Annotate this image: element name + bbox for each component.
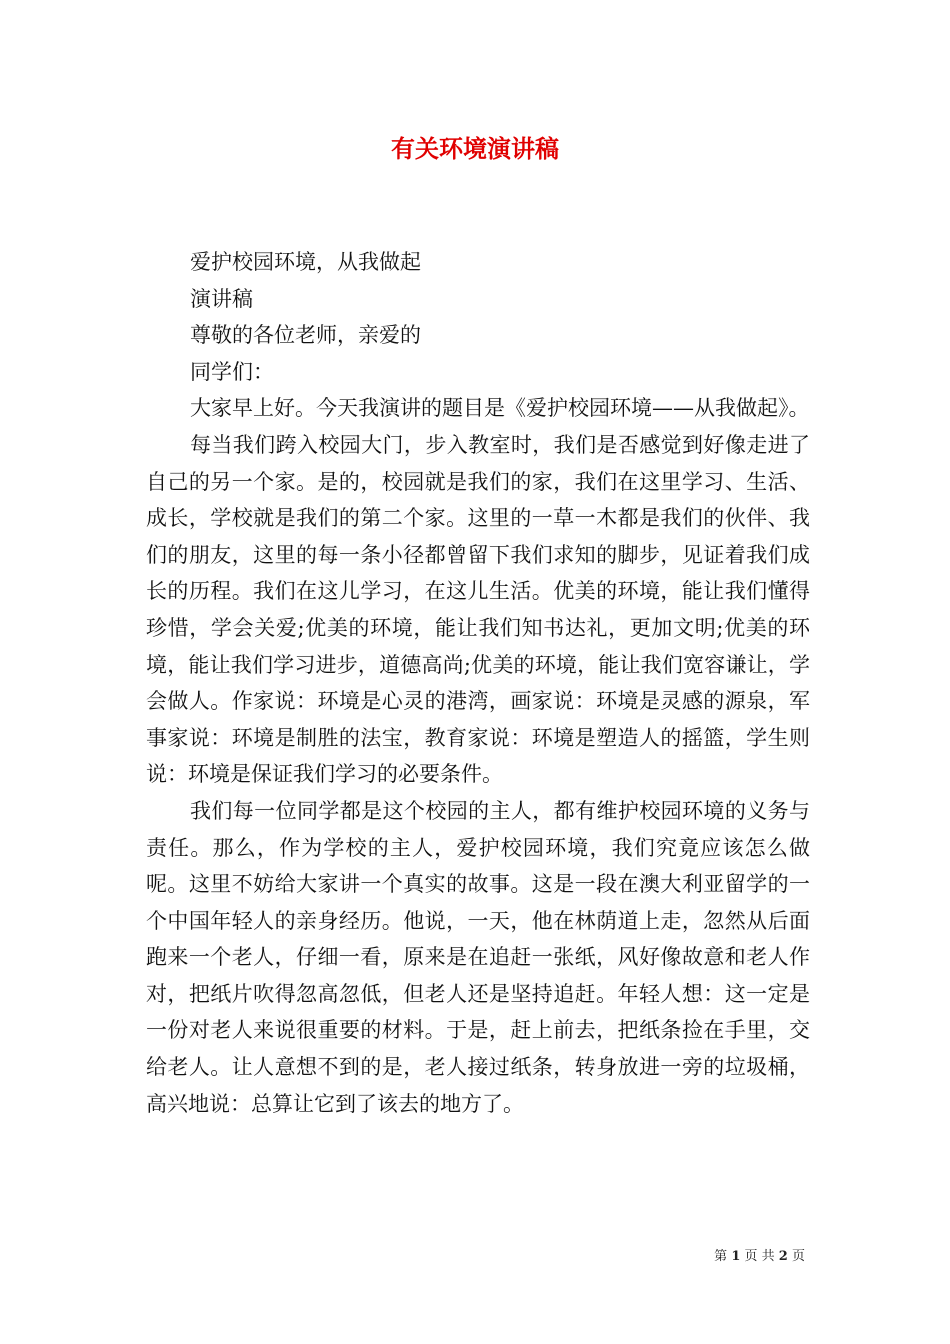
paragraph-body-1: 每当我们跨入校园大门，步入教室时，我们是否感觉到好像走进了自己的另一个家。是的，校园就是我们的家，我们在这里学习、生活、成长，学校就是我们的第二个家。这里的一草一木都是我们的伙伴、我们的朋友，这里的每一条小径都曾留下我们求知的脚步，见证着我们成长的历程。我们在这儿学习，在这儿生活。优美的环境，能让我们懂得珍惜，学会关爱;优美的环境，能让我们知书达礼，更加文明;优美的环境，能让我们学习进步，道德高尚;优美的环境，能让我们宽容谦让，学会做人。作家说：环境是心灵的港湾，画家说：环境是灵感的源泉，军事家说：环境是制胜的法宝，教育家说：环境是塑造人的摇篮，学生则说：环境是保证我们学习的必要条件。 xyxy=(146,432,810,787)
footer-prefix: 第 xyxy=(714,1249,728,1264)
footer-current-page: 1 xyxy=(731,1249,741,1264)
paragraph-greeting-2: 同学们： xyxy=(190,359,274,384)
paragraph-subheading: 演讲稿 xyxy=(190,286,253,311)
footer-middle: 页 共 xyxy=(744,1249,775,1264)
document-title: 有关环境演讲稿 xyxy=(391,134,559,163)
paragraph-heading: 爱护校园环境，从我做起 xyxy=(190,250,421,274)
paragraph-greeting-1: 尊敬的各位老师，亲爱的 xyxy=(190,323,421,348)
footer-suffix: 页 xyxy=(791,1249,805,1264)
document-body xyxy=(146,244,810,1122)
footer-total-pages: 2 xyxy=(778,1249,788,1264)
paragraph-body-2: 我们每一位同学都是这个校园的主人，都有维护校园环境的义务与责任。那么，作为学校的主人，爱护校园环境，我们究竟应该怎么做呢。这里不妨给大家讲一个真实的故事。这是一段在澳大利亚留学的一个中国年轻人的亲身经历。他说，一天，他在林荫道上走，忽然从后面跑来一个老人，仔细一看，原来是在追赶一张纸，风好像故意和老人作对，把纸片吹得忽高忽低，但老人还是坚持追赶。年轻人想：这一定是一份对老人来说很重要的材料。于是，赶上前去，把纸条捡在手里，交给老人。让人意想不到的是，老人接过纸条，转身放进一旁的垃圾桶，高兴地说：总算让它到了该去的地方了。 xyxy=(146,798,810,1116)
page-footer xyxy=(714,1245,805,1264)
paragraph-intro: 大家早上好。今天我演讲的题目是《爱护校园环境——从我做起》。 xyxy=(190,396,810,421)
